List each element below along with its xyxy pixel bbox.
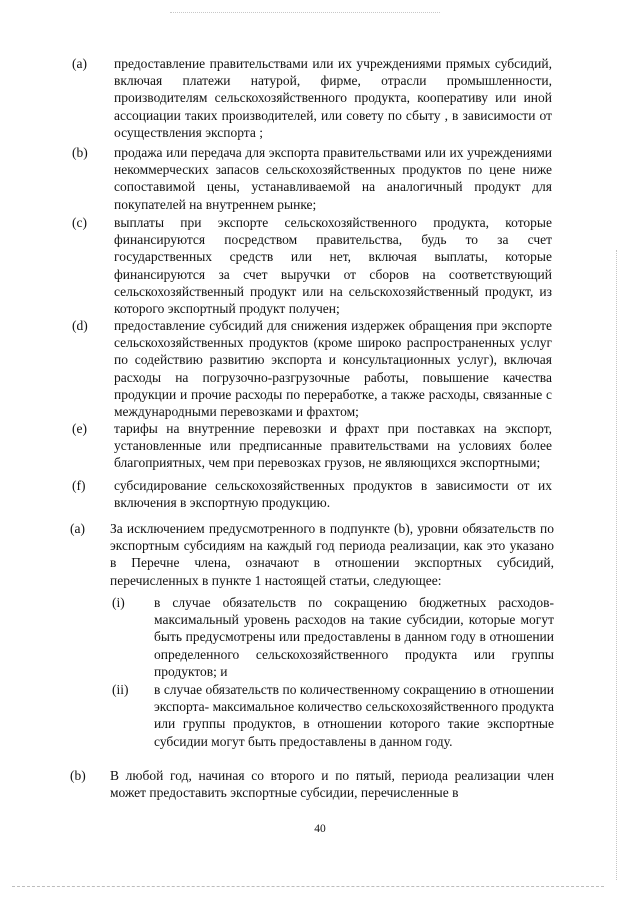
section-text: За исключением предусмотренного в подпункте (b), уровни обязательств по экспортным субсидиям на каждый год периода реализации, как это указано в Перечне члена, означают в отношении экспортных субсидий, перечисленных в пункте 1 настоящей статьи, следующее:	[110, 521, 554, 588]
scan-artifact-top	[170, 12, 440, 13]
section-label: (b)	[70, 768, 86, 783]
subitem-i	[112, 594, 554, 680]
list-item-e	[72, 420, 552, 472]
section-a	[70, 520, 554, 589]
item-label: (f)	[72, 478, 86, 493]
list-item-f	[72, 477, 552, 511]
item-label: (e)	[72, 421, 87, 436]
scan-artifact-right	[616, 250, 617, 880]
page-number: 40	[314, 823, 326, 835]
section-text: В любой год, начиная со второго и по пятый, периода реализации член может предоставить экспортные субсидии, перечисленные в	[110, 768, 554, 801]
list-item-d	[72, 317, 552, 420]
section-label: (a)	[70, 521, 85, 536]
item-label: (a)	[72, 56, 87, 71]
item-text: тарифы на внутренние перевозки и фрахт при поставках на экспорт, установленные или предписанные правительствами на условиях более благоприятных, чем при перевозках грузов, не являющихся экспортными;	[114, 421, 552, 471]
scan-artifact-bottom	[12, 886, 604, 887]
subitem-text: в случае обязательств по количественному сокращению в отношении экспорта- максимальное количество сельскохозяйственного продукта или группы продуктов, в отношении которого такие экспортные субсидии могут быть предоставлены в данном году.	[154, 682, 554, 749]
item-text: субсидирование сельскохозяйственных продуктов в зависимости от их включения в экспортную продукцию.	[114, 478, 552, 511]
item-text: выплаты при экспорте сельскохозяйственного продукта, которые финансируются посредством правительства, будь то за счет государственных средств или нет, включая выплаты, которые финансируются за счет выручки от сборов на соответствующий сельскохозяйственный продукт или на сельскохозяйственный продукт, из которого экспортный продукт получен;	[114, 215, 552, 317]
subitem-ii	[112, 681, 554, 750]
section-b	[70, 767, 554, 801]
item-label: (b)	[72, 145, 88, 160]
list-item-c	[72, 214, 552, 317]
list-item-b	[72, 144, 552, 213]
item-text: продажа или передача для экспорта правительствами или их учреждениями некоммерческих запасов сельскохозяйственных продуктов по цене ниже сопоставимой цены, устанавливаемой на аналогичный продукт для покупателей на внутреннем рынке;	[114, 145, 552, 212]
list-item-a	[72, 55, 552, 141]
item-text: предоставление правительствами или их учреждениями прямых субсидий, включая платежи натурой, фирме, отрасли промышленности, производителям сельскохозяйственного продукта, кооперативу или иной ассоциации таких производителей, или совету по сбыту , в зависимости от осуществления экспорта ;	[114, 56, 552, 140]
item-label: (c)	[72, 215, 87, 230]
item-text: предоставление субсидий для снижения издержек обращения при экспорте сельскохозяйственных продуктов (кроме широко распространенных услуг по содействию развитию экспорта и консультационных услуг), включая расходы на погрузочно-разгрузочные работы, повышение качества продукции и прочие расходы по переработке, а также расходы, связанные с международными перевозками и фрахтом;	[114, 318, 552, 420]
subitem-label: (ii)	[112, 682, 129, 697]
item-label: (d)	[72, 318, 88, 333]
subitem-label: (i)	[112, 595, 125, 610]
subitem-text: в случае обязательств по сокращению бюджетных расходов-максимальный уровень расходов на такие субсидии, которые могут быть предусмотрены или предоставлены в данном году в отношении определенного сельскохозяйственного продукта или группы продуктов; и	[154, 595, 554, 679]
